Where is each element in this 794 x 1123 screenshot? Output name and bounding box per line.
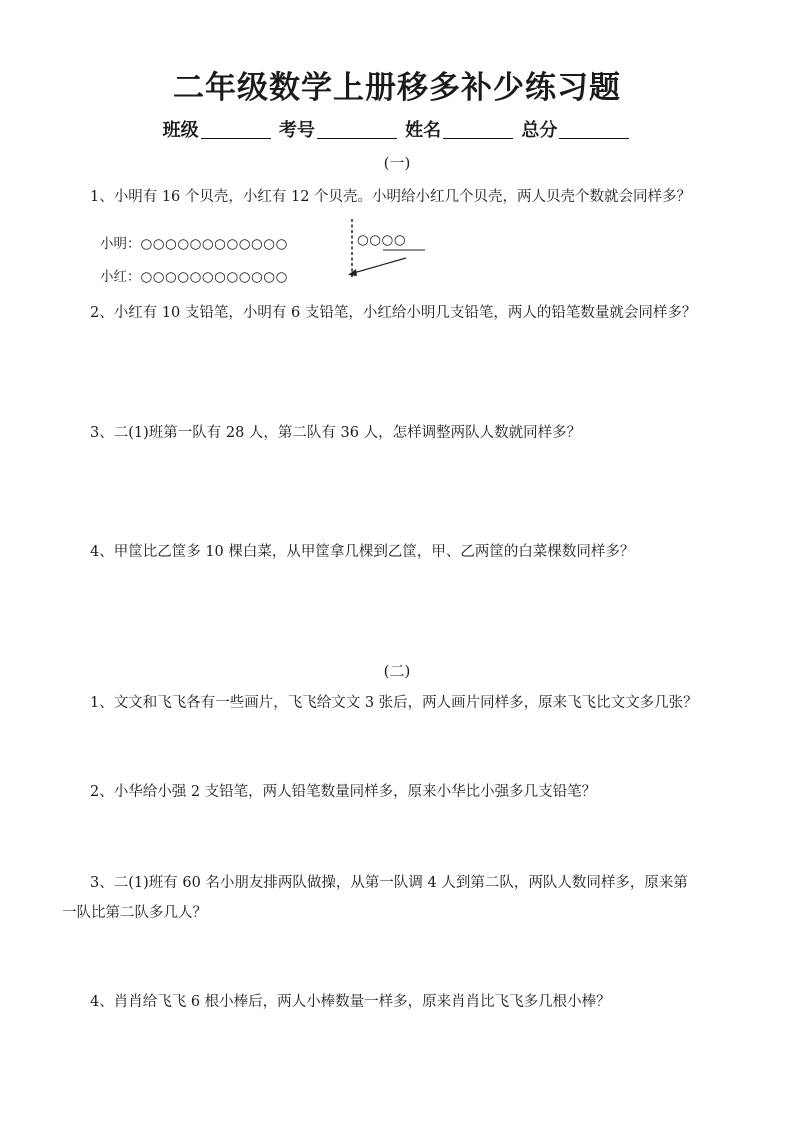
diagram-label-xiaoming: 小明： bbox=[100, 236, 141, 252]
diagram-label-xiaohong: 小红： bbox=[100, 269, 141, 285]
class-label: 班级 bbox=[162, 120, 199, 141]
diagram-lines bbox=[0, 0, 794, 300]
section-two-heading: (二) bbox=[383, 662, 411, 680]
question-1-2: 2、小红有 10 支铅笔，小明有 6 支铅笔，小红给小明几支铅笔，两人的铅笔数量就会同样多？ bbox=[90, 305, 697, 321]
question-2-4: 4、肖肖给飞飞 6 根小棒后，两人小棒数量一样多，原来肖肖比飞飞多几根小棒？ bbox=[90, 994, 611, 1010]
move-arrow bbox=[350, 258, 406, 274]
question-1-1: 1、小明有 16 个贝壳，小红有 12 个贝壳。小明给小红几个贝壳，两人贝壳个数就会同样多？ bbox=[90, 189, 692, 205]
score-label: 总分 bbox=[521, 120, 558, 141]
question-1-3: 3、二(1)班第一队有 28 人，第二队有 36 人，怎样调整两队人数就同样多？ bbox=[90, 425, 582, 441]
circles-left: ○○○○○○○○○○○○ bbox=[140, 236, 288, 252]
question-2-1: 1、文文和飞飞各有一些画片，飞飞给文文 3 张后，两人画片同样多，原来飞飞比文文多几张？ bbox=[90, 695, 698, 711]
question-1-4: 4、甲筐比乙筐多 10 棵白菜，从甲筐拿几棵到乙筐，甲、乙两筐的白菜棵数同样多？ bbox=[90, 544, 635, 560]
question-2-2: 2、小华给小强 2 支铅笔，两人铅笔数量同样多，原来小华比小强多几支铅笔？ bbox=[90, 784, 597, 800]
section-one-heading: (一) bbox=[383, 154, 411, 172]
name-label: 姓名 bbox=[405, 120, 442, 141]
circles-right: ○○○○ bbox=[357, 232, 407, 248]
number-label: 考号 bbox=[278, 120, 315, 141]
circles-xiaohong: ○○○○○○○○○○○○ bbox=[140, 269, 288, 285]
page-title: 二年级数学上册移多补少练习题 bbox=[173, 70, 621, 106]
question-2-3: 3、二(1)班有 60 名小朋友排两队做操，从第一队调 4 人到第二队，两队人数同样多，原来第 bbox=[90, 875, 688, 891]
question-2-3-cont: 一队比第二队多几人？ bbox=[62, 905, 207, 921]
